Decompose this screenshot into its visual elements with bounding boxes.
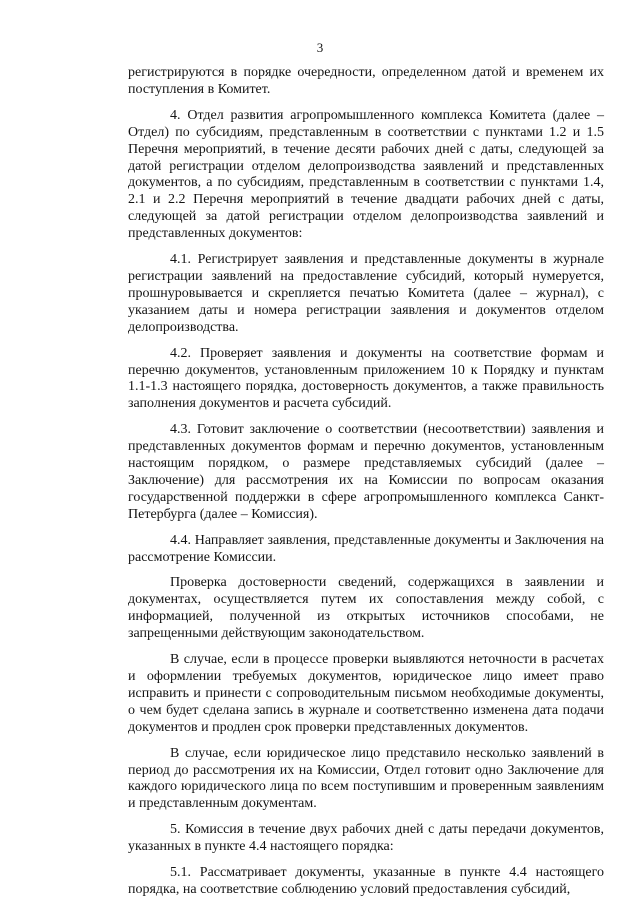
paragraph-item-4: 4. Отдел развития агропромышленного комплекса Комитета (далее – Отдел) по субсидиям, представленным в соответствии с пунктами 1.2 и 1.5 Перечня мероприятий, в течение десяти рабочих дней с даты, следующей за датой регистрации отделом делопроизводства заявлений и представленных документов, а по субсидиям, представленным в соответствии с пунктами 1.4, 2.1 и 2.2 Перечня мероприятий в течение двадцати рабочих дней с даты, следующей за датой регистрации отделом делопроизводства заявлений и представленных документов: (128, 107, 604, 242)
paragraph-item-4-2: 4.2. Проверяет заявления и документы на соответствие формам и перечню документов, установленным приложением 10 к Порядку и пунктам 1.1-1.3 настоящего порядка, достоверность документов, а также правильность заполнения документов и расчета субсидий. (128, 345, 604, 412)
paragraph-item-4-3: 4.3. Готовит заключение о соответствии (несоответствии) заявления и представленных документов формам и перечню документов, установленным настоящим порядком, о размере представляемых субсидий (далее – Заключение) для рассмотрения их на Комиссии по вопросам оказания государственной поддержки в сфере агропромышленного комплекса Санкт-Петербурга (далее – Комиссия). (128, 422, 604, 522)
paragraph-item-5: 5. Комиссия в течение двух рабочих дней с даты передачи документов, указанных в пункте 4.4 настоящего порядка: (128, 822, 604, 855)
paragraph-verification: Проверка достоверности сведений, содержащихся в заявлении и документах, осуществляется путем их сопоставления между собой, с информацией, полученной из открытых источников способами, не запрещенными действующим законодательством. (128, 575, 604, 642)
paragraph-multiple-applications: В случае, если юридическое лицо представило несколько заявлений в период до рассмотрения их на Комиссии, Отдел готовит одно Заключение для каждого юридического лица по всем поступившим и проверенным заявлениям и представленным документам. (128, 745, 604, 812)
page-number: 3 (316, 40, 324, 55)
paragraph-item-4-4: 4.4. Направляет заявления, представленные документы и Заключения на рассмотрение Комиссии. (128, 532, 604, 565)
paragraph-inaccuracies: В случае, если в процессе проверки выявляются неточности в расчетах и оформлении требуемых документов, юридическое лицо имеет право исправить и принести с сопроводительным письмом необходимые документы, о чем будет сделана запись в журнале и соответственно изменена дата подачи документов и продлен срок проверки представленных документов. (128, 652, 604, 735)
paragraph-continuation: регистрируются в порядке очередности, определенном датой и временем их поступления в Комитет. (128, 65, 604, 97)
paragraph-item-5-1: 5.1. Рассматривает документы, указанные в пункте 4.4 настоящего порядка, на соответствие соблюдению условий предоставления субсидий, (128, 865, 604, 897)
paragraph-item-4-1: 4.1. Регистрирует заявления и представленные документы в журнале регистрации заявлений на предоставление субсидий, который нумеруется, прошнуровывается и скрепляется печатью Комитета (далее – журнал), с указанием даты и номера регистрации заявления и документов отделом делопроизводства. (128, 252, 604, 335)
document-body (128, 65, 604, 899)
